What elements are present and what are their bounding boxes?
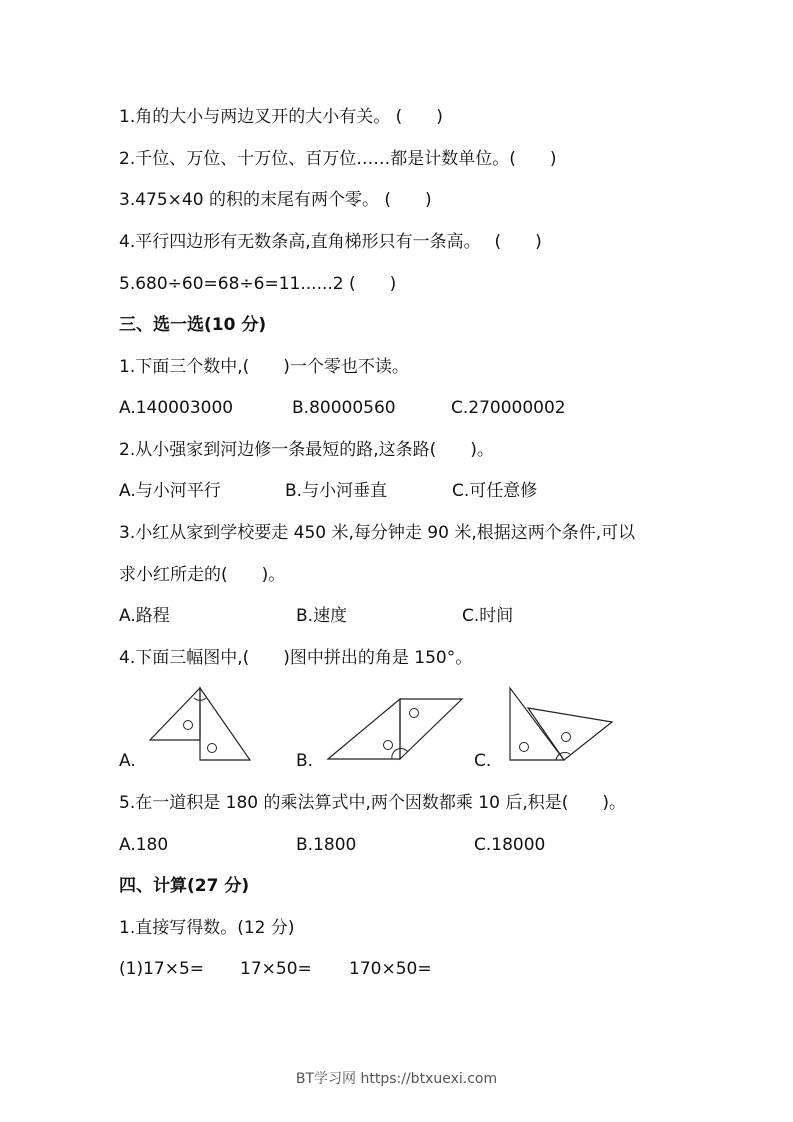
choice-q3-text-continued: 求小红所走的( )。: [119, 565, 286, 585]
choice-q5-text: 5.在一道积是 180 的乘法算式中,两个因数都乘 10 后,积是( )。: [119, 793, 626, 813]
figure-a-triangle-left: [150, 688, 200, 740]
choice-q3-option-a: A.路程: [119, 606, 170, 626]
figure-c-circle-left: [520, 743, 529, 752]
section-title-choose: 三、选一选(10 分): [119, 315, 267, 335]
figure-a-circle-left: [184, 721, 193, 730]
choice-q5-option-c: C.18000: [474, 835, 546, 855]
choice-q3-text: 3.小红从家到学校要走 450 米,每分钟走 90 米,根据这两个条件,可以: [119, 523, 636, 543]
judge-item-1: 1.角的大小与两边叉开的大小有关。 ( ): [119, 107, 443, 127]
figure-c-triangles: [508, 686, 616, 762]
choice-q3-option-c: C.时间: [462, 606, 514, 626]
calc-expression-3: 170×50=: [349, 959, 432, 979]
judge-item-5: 5.680÷60=68÷6=11......2 ( ): [119, 274, 397, 294]
figure-b-circle-right: [410, 709, 419, 718]
choice-q1-text: 1.下面三个数中,( )一个零也不读。: [119, 357, 409, 377]
figure-a-circle-right: [208, 744, 217, 753]
choice-q1-option-a: A.140003000: [119, 398, 234, 418]
figure-c-circle-right: [562, 733, 571, 742]
choice-q3-option-b: B.速度: [296, 606, 348, 626]
choice-q4-option-c: C.: [474, 751, 492, 771]
figure-b-circle-left: [384, 741, 393, 750]
choice-q2-option-b: B.与小河垂直: [285, 481, 388, 501]
choice-q2-text: 2.从小强家到河边修一条最短的路,这条路( )。: [119, 440, 494, 460]
judge-item-2: 2.千位、万位、十万位、百万位……都是计数单位。( ): [119, 149, 557, 169]
judge-item-4: 4.平行四边形有无数条高,直角梯形只有一条高。 ( ): [119, 232, 542, 252]
figure-b-triangles: [326, 697, 464, 763]
choice-q4-option-a: A.: [119, 751, 136, 771]
choice-q4-text: 4.下面三幅图中,( )图中拼出的角是 150°。: [119, 648, 473, 668]
figure-b-triangle-right: [400, 699, 462, 759]
choice-q5-option-b: B.1800: [296, 835, 357, 855]
judge-item-3: 3.475×40 的积的末尾有两个零。 ( ): [119, 190, 432, 210]
choice-q4-option-b: B.: [296, 751, 314, 771]
figure-b-triangle-left: [328, 699, 400, 759]
choice-q2-option-a: A.与小河平行: [119, 481, 221, 501]
choice-q5-option-a: A.180: [119, 835, 169, 855]
choice-q1-option-b: B.80000560: [292, 398, 396, 418]
choice-q2-option-c: C.可任意修: [452, 481, 538, 501]
page-footer: BT学习网 https://btxuexi.com: [295, 1071, 498, 1087]
calc-expression-2: 17×50=: [240, 959, 312, 979]
figure-a-triangles: [148, 686, 254, 762]
calc-expression-1: (1)17×5=: [119, 959, 205, 979]
calc-sub-title: 1.直接写得数。(12 分): [119, 918, 295, 938]
choice-q1-option-c: C.270000002: [451, 398, 566, 418]
section-title-calculate: 四、计算(27 分): [119, 876, 250, 896]
